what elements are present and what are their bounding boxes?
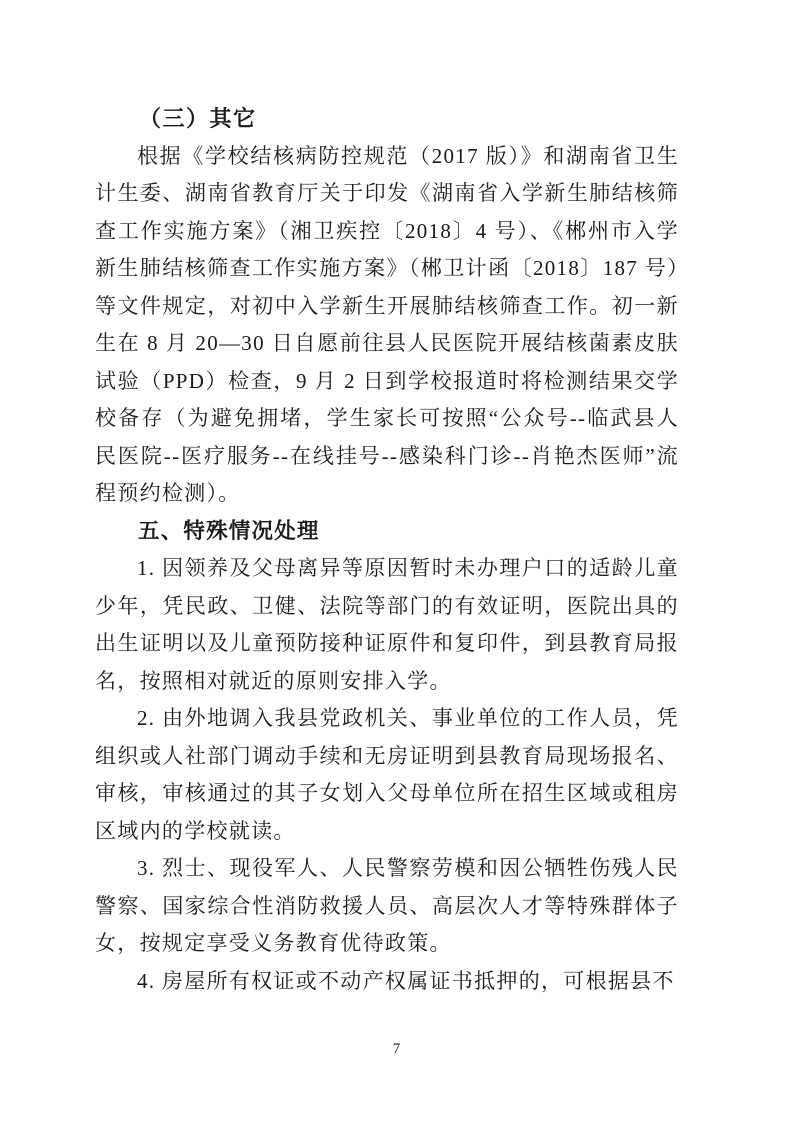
paragraph-special-item-1: 1. 因领养及父母离异等原因暂时未办理户口的适龄儿童少年，凭民政、卫健、法院等部门的有效证明，医院出具的出生证明以及儿童预防接种证原件和复印件，到县教育局报名，按照相对就近的原则安排入学。 [95,556,679,693]
paragraph-tb-screening: 根据《学校结核病防控规范（2017 版）》和湖南省卫生计生委、湖南省教育厅关于印发《湖南省入学新生肺结核筛查工作实施方案》（湘卫疾控〔2018〕4 号）、《郴州市入学新生肺结核筛查工作实施方案》（郴卫计函〔2018〕187 号）等文件规定，对初中入学新生开展肺结核筛查工作。初一新生在 8 月 20—30 日自愿前往县人民医院开展结核菌素皮肤试验（PPD）检查，9 月 2 日到学校报道时将检测结果交学校备存（为避免拥堵，学生家长可按照“公众号--临武县人民医院--医疗服务--在线挂号--感染科门诊--肖艳杰医师”流程预约检测）。 [95,143,679,505]
document-body [95,100,679,1000]
section-heading-special-cases: 五、特殊情况处理 [138,518,320,543]
section-heading-other: （三）其它 [139,106,257,131]
paragraph-special-item-2: 2. 由外地调入我县党政机关、事业单位的工作人员，凭组织或人社部门调动手续和无房证明到县教育局现场报名、审核，审核通过的其子女划入父母单位所在招生区域或租房区域内的学校就读。 [95,706,679,843]
page-number: 7 [392,1041,401,1057]
paragraph-special-item-4: 4. 房屋所有权证或不动产权属证书抵押的，可根据县不 [137,968,675,993]
paragraph-special-item-3: 3. 烈士、现役军人、人民警察劳模和因公牺牲伤残人民警察、国家综合性消防救援人员、高层次人才等特殊群体子女，按规定享受义务教育优待政策。 [95,856,679,955]
